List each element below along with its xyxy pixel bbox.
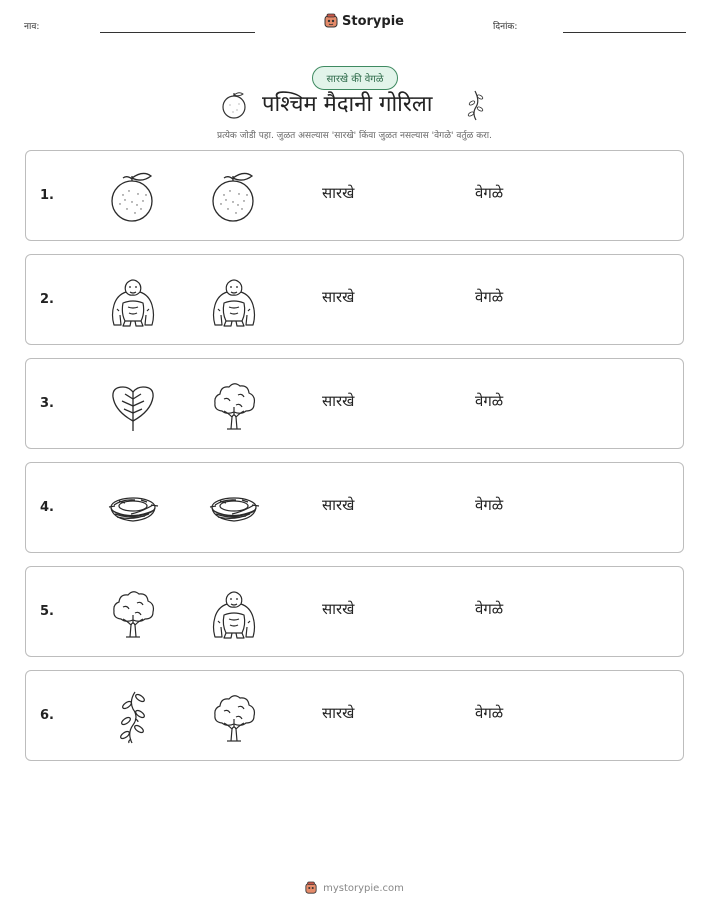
- date-label: दिनांक:: [493, 22, 518, 32]
- orange-icon: [220, 90, 248, 120]
- question-row-4: [25, 462, 684, 553]
- vine-icon: [466, 89, 486, 121]
- question-row-3: [25, 358, 684, 449]
- question-number: 6.: [40, 708, 54, 723]
- nest-icon: [105, 481, 161, 537]
- storypie-mascot-icon: [305, 881, 317, 895]
- gorilla-icon: [105, 273, 161, 329]
- same-option[interactable]: सारखे: [322, 600, 355, 618]
- question-number: 4.: [40, 500, 54, 515]
- tree-icon: [105, 585, 161, 641]
- vine-icon: [105, 689, 161, 745]
- orange-icon: [206, 169, 262, 225]
- worksheet-type-badge: सारखे की वेगळे: [312, 66, 398, 90]
- question-number: 3.: [40, 396, 54, 411]
- different-option[interactable]: वेगळे: [475, 496, 504, 514]
- different-option[interactable]: वेगळे: [475, 704, 504, 722]
- question-row-1: [25, 150, 684, 241]
- name-line[interactable]: [100, 32, 255, 33]
- instructions: प्रत्येक जोडी पहा. जुळत असल्यास 'सारखे' किंवा जुळत नसल्यास 'वेगळे' वर्तुळ करा.: [216, 131, 492, 141]
- gorilla-icon: [206, 585, 262, 641]
- date-line[interactable]: [563, 32, 686, 33]
- tree-icon: [206, 377, 262, 433]
- gorilla-icon: [206, 273, 262, 329]
- same-option[interactable]: सारखे: [322, 392, 355, 410]
- question-number: 5.: [40, 604, 54, 619]
- question-number: 2.: [40, 292, 54, 307]
- page-title: पश्चिम मैदानी गोरिला: [262, 92, 433, 117]
- same-option[interactable]: सारखे: [322, 288, 355, 306]
- footer-url[interactable]: mystorypie.com: [323, 882, 404, 894]
- nest-icon: [206, 481, 262, 537]
- footer: [0, 881, 709, 895]
- same-option[interactable]: सारखे: [322, 496, 355, 514]
- brand-logo: [324, 13, 404, 29]
- orange-icon: [105, 169, 161, 225]
- different-option[interactable]: वेगळे: [475, 600, 504, 618]
- different-option[interactable]: वेगळे: [475, 184, 504, 202]
- different-option[interactable]: वेगळे: [475, 392, 504, 410]
- question-row-2: [25, 254, 684, 345]
- same-option[interactable]: सारखे: [322, 704, 355, 722]
- question-number: 1.: [40, 188, 54, 203]
- same-option[interactable]: सारखे: [322, 184, 355, 202]
- question-row-5: [25, 566, 684, 657]
- question-row-6: [25, 670, 684, 761]
- name-label: नाव:: [24, 22, 40, 32]
- storypie-mascot-icon: [324, 13, 338, 29]
- brand-name: Storypie: [342, 13, 404, 29]
- tree-icon: [206, 689, 262, 745]
- leaf-icon: [105, 377, 161, 433]
- different-option[interactable]: वेगळे: [475, 288, 504, 306]
